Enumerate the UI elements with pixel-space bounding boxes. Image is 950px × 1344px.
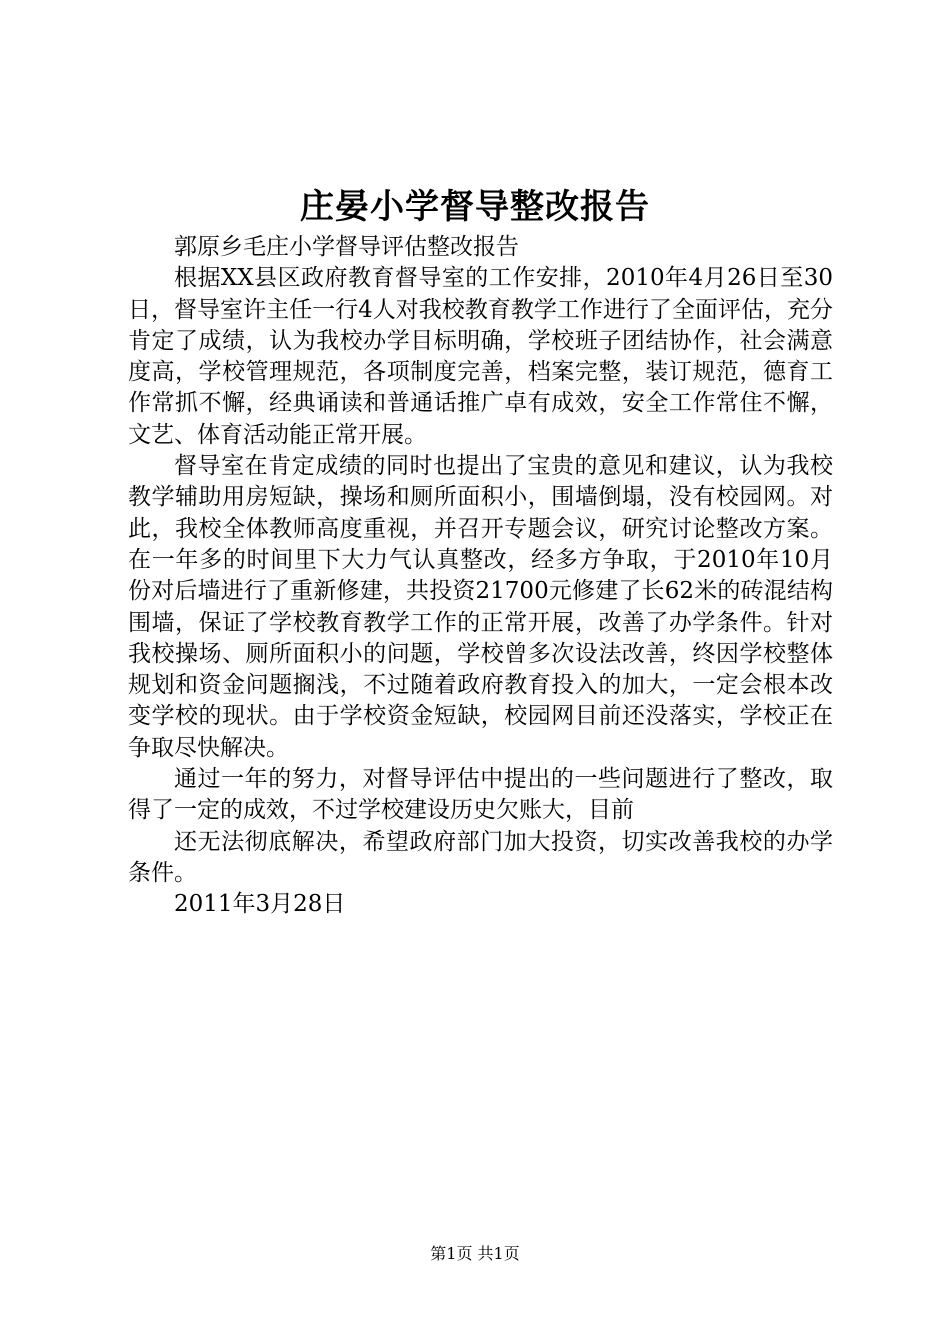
paragraph-3: 通过一年的努力，对督导评估中提出的一些问题进行了整改，取得了一定的成效，不过学校建设历史欠账大，目前 (128, 766, 833, 824)
paragraph-2: 督导室在肯定成绩的同时也提出了宝贵的意见和建议，认为我校教学辅助用房短缺，操场和厕所面积小，围墙倒塌，没有校园网。对此，我校全体教师高度重视，并召开专题会议，研究讨论整改方案。在一年多的时间里下大力气认真整改，经多方争取，于2010年10月份对后墙进行了重新修建，共投资21700元修建了长62米的砖混结构围墙，保证了学校教育教学工作的正常开展，改善了办学条件。针对我校操场、厕所面积小的问题，学校曾多次设法改善，终因学校整体规划和资金问题搁浅，不过随着政府教育投入的加大，一定会根本改变学校的现状。由于学校资金短缺，校园网目前还没落实，学校正在争取尽快解决。 (128, 453, 833, 761)
document-subtitle: 郭原乡毛庄小学督导评估整改报告 (174, 234, 519, 260)
paragraph-1: 根据XX县区政府教育督导室的工作安排，2010年4月26日至30日，督导室许主任一行4人对我校教育教学工作进行了全面评估，充分肯定了成绩，认为我校办学目标明确，学校班子团结协作，社会满意度高，学校管理规范，各项制度完善，档案完整，装订规范，德育工作常抓不懈，经典诵读和普通话推广卓有成效，安全工作常住不懈，文艺、体育活动能正常开展。 (128, 265, 833, 448)
document-date: 2011年3月28日 (174, 891, 346, 918)
paragraph-4: 还无法彻底解决，希望政府部门加大投资，切实改善我校的办学条件。 (128, 828, 833, 886)
document-title: 庄晏小学督导整改报告 (300, 187, 650, 227)
page-footer: 第1页 共1页 (430, 1244, 520, 1263)
document-body (128, 232, 833, 921)
